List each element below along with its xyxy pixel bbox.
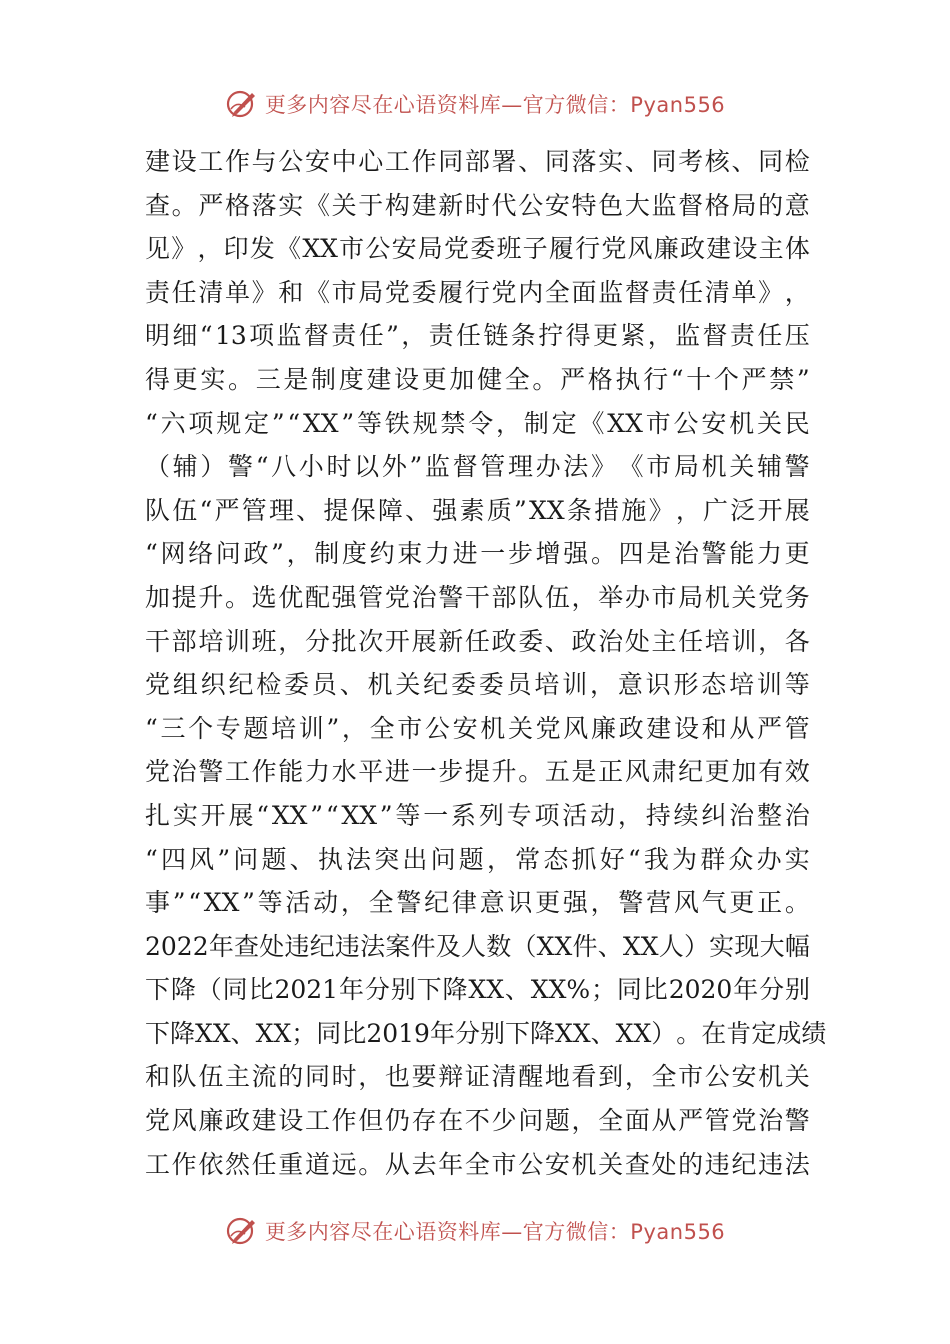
pen-logo-icon [225,1214,259,1248]
body-line-22: 和 队 伍 主 流 的 同 时 ， 也 要 辩 证 清 醒 地 看 到 ， 全 市 公 安 机 关 [145,1062,810,1092]
body-line-15: 党 治 警 工 作 能 力 水 平 进 一 步 提 升 。 五 是 正 风 肃 纪 更 加 有 效 [145,757,810,787]
watermark-header [0,84,950,124]
body-line-7: “ 六 项 规 定 ” “ XX ” 等 铁 规 禁 令 ， 制 定 《 XX 市 公 安 机 关 民 [145,408,810,438]
body-line-24: 工 作 依 然 任 重 道 远 。 从 去 年 全 市 公 安 机 关 查 处 的 违 纪 违 法 [145,1149,810,1179]
body-line-9: 队 伍 “ 严 管 理 、 提 保 障 、 强 素 质 ” XX 条 措 施 》 ， 广 泛 开 展 [145,495,810,525]
body-line-21: 下 降 XX 、 XX ； 同 比 2019 年 分 别 下 降 XX 、 XX ） 。 在 肯 定 成 绩 [145,1018,827,1048]
body-line-12: 干 部 培 训 班 ， 分 批 次 开 展 新 任 政 委 、 政 治 处 主 任 培 训 ， 各 [145,626,810,656]
body-line-1: 建 设 工 作 与 公 安 中 心 工 作 同 部 署 、 同 落 实 、 同 考 核 、 同 检 [145,147,810,176]
watermark-text: 更多内容尽在心语资料库—官方微信：Pyan556 [264,93,726,117]
body-line-10: “ 网 络 问 政 ” ， 制 度 约 束 力 进 一 步 增 强 。 四 是 治 警 能 力 更 [145,539,810,569]
body-line-5: 明 细 “ 13 项 监 督 责 任 ” ， 责 任 链 条 拧 得 更 紧 ， 监 督 责 任 压 [145,321,810,351]
body-line-18: 事 ” “ XX ” 等 活 动 ， 全 警 纪 律 意 识 更 强 ， 警 营 风 气 更 正 。 [145,888,810,918]
body-line-14: “ 三 个 专 题 培 训 ” ， 全 市 公 安 机 关 党 风 廉 政 建 设 和 从 严 管 [145,713,810,743]
body-line-23: 党 风 廉 政 建 设 工 作 但 仍 存 在 不 少 问 题 ， 全 面 从 严 管 党 治 警 [145,1106,810,1136]
document-body [145,140,827,1186]
body-line-13: 党 组 织 纪 检 委 员 、 机 关 纪 委 委 员 培 训 ， 意 识 形 态 培 训 等 [145,670,810,700]
watermark-text: 更多内容尽在心语资料库—官方微信：Pyan556 [264,1220,726,1244]
body-line-4: 责 任 清 单 》 和 《 市 局 党 委 履 行 党 内 全 面 监 督 责 任 清 单 》 ， [145,277,810,307]
body-line-17: “ 四 风 ” 问 题 、 执 法 突 出 问 题 ， 常 态 抓 好 “ 我 为 群 众 办 实 [145,844,810,874]
body-line-16: 扎 实 开 展 “ XX ” “ XX ” 等 一 系 列 专 项 活 动 ， 持 续 纠 治 整 治 [145,800,810,830]
body-line-19: 2022 年 查 处 违 纪 违 法 案 件 及 人 数 （ XX 件 、 XX 人 ） 实 现 大 幅 [145,931,810,961]
watermark-footer [0,1211,950,1251]
body-line-11: 加 提 升 。 选 优 配 强 管 党 治 警 干 部 队 伍 ， 举 办 市 局 机 关 党 务 [145,582,810,612]
body-line-20: 下 降 （ 同 比 2021 年 分 别 下 降 XX 、 XX% ； 同 比 2020 年 分 别 [145,975,810,1005]
body-line-2: 查 。 严 格 落 实 《 关 于 构 建 新 时 代 公 安 特 色 大 监 督 格 局 的 意 [145,190,810,220]
body-line-3: 见 》 ， 印 发 《 XX 市 公 安 局 党 委 班 子 履 行 党 风 廉 政 建 设 主 体 [145,234,810,264]
pen-logo-icon [225,87,259,121]
body-line-6: 得 更 实 。 三 是 制 度 建 设 更 加 健 全 。 严 格 执 行 “ 十 个 严 禁 ” [145,364,810,394]
body-line-8: （ 辅 ） 警 “ 八 小 时 以 外 ” 监 督 管 理 办 法 》 《 市 局 机 关 辅 警 [145,452,810,482]
